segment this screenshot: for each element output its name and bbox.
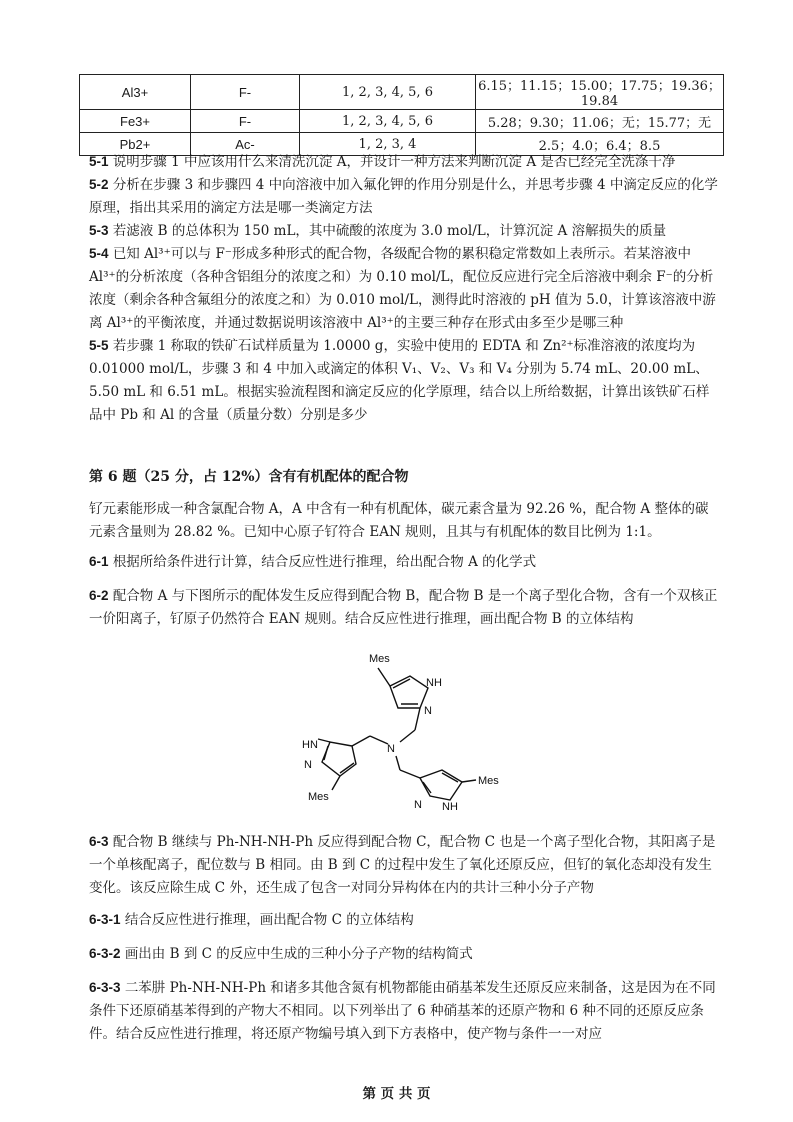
stability-constant-table bbox=[79, 74, 724, 156]
orders-cell: 1, 2, 3, 4 bbox=[300, 133, 476, 156]
ligand-cell: F- bbox=[191, 75, 300, 110]
question-5-3: 5-3 若滤液 B 的总体积为 150 mL，其中硫酸的浓度为 3.0 mol/L，计算沉淀 A 溶解损失的质量 bbox=[89, 223, 667, 239]
metal-ion-cell: Pb2+ bbox=[80, 133, 191, 156]
table-row bbox=[80, 75, 724, 110]
question-6-2: 6-2 配合物 A 与下图所示的配体发生反应得到配合物 B，配合物 B 是一个离子型化合物，含有一个双核正一价阳离子，钌原子仍然符合 EAN 规则。结合反应性进行推理，画出配合物 B 的立体结构 bbox=[89, 588, 718, 627]
log-beta-cell: 2.5；4.0；6.4；8.5 bbox=[476, 133, 724, 156]
log-beta-cell: 5.28；9.30；11.06；无；15.77；无 bbox=[476, 110, 724, 133]
nh-label-top: NH bbox=[426, 677, 442, 689]
table-row bbox=[80, 110, 724, 133]
question-6-3-3: 6-3-3 二苯肼 Ph-NH-NH-Ph 和诸多其他含氮有机物都能由硝基苯发生还原反应来制备，这是因为在不同条件下还原硝基苯得到的产物大不相同。以下列举出了 6 种硝基苯的还原产物和 6 种不同的还原反应条件。结合反应性进行推理，将还原产物编号填入到下方表格中，使产物与条件一一对应 bbox=[89, 980, 716, 1042]
metal-ion-cell: Al3+ bbox=[80, 75, 191, 110]
page-footer: 第 页 共 页 bbox=[362, 1086, 431, 1102]
orders-cell: 1, 2, 3, 4, 5, 6 bbox=[300, 75, 476, 110]
n-label-bottom: N bbox=[414, 799, 422, 811]
mes-label-bottom: Mes bbox=[478, 775, 499, 787]
tris-pyrazolylmethyl-amine-ligand bbox=[270, 640, 530, 825]
log-beta-cell: 6.15；11.15；15.00；17.75；19.36；19.84 bbox=[476, 75, 724, 110]
question-6-1: 6-1 根据所给条件进行计算，结合反应性进行推理，给出配合物 A 的化学式 bbox=[89, 554, 537, 570]
section-title: 第 6 题（25 分，占 12%）含有有机配体的配合物 bbox=[89, 469, 409, 485]
question-5-4: 5-4 已知 Al³⁺可以与 F⁻形成多种形式的配合物，各级配合物的累积稳定常数如上表所示。若某溶液中 Al³⁺的分析浓度（各种含铝组分的浓度之和）为 0.10 mol/L，配位反应进行完全后溶液中剩余 F⁻的分析浓度（剩余各种含氟组分的浓度之和）为 0.010 mol/L，测得此时溶液的 pH 值为 5.0，计算该溶液中游离 Al³⁺的平衡浓度，并通过数据说明该溶液中 Al³⁺的主要三种存在形式由多至少是哪三种 bbox=[89, 246, 716, 331]
question-6-3-2: 6-3-2 画出由 B 到 C 的反应中生成的三种小分子产物的结构简式 bbox=[89, 946, 473, 962]
orders-cell: 1, 2, 3, 4, 5, 6 bbox=[300, 110, 476, 133]
question-6-3-1: 6-3-1 结合反应性进行推理，画出配合物 C 的立体结构 bbox=[89, 912, 414, 928]
nh-label-bottom: NH bbox=[442, 801, 458, 813]
question-5-1: 5-1 说明步骤 1 中应该用什么来清洗沉淀 A，并设计一种方法来判断沉淀 A 是否已经完全洗涤干净 bbox=[89, 154, 676, 170]
ligand-cell: F- bbox=[191, 110, 300, 133]
question-5-5: 5-5 若步骤 1 称取的铁矿石试样质量为 1.0000 g，实验中使用的 EDTA 和 Zn²⁺标准溶液的浓度均为 0.01000 mol/L，步骤 3 和 4 中加入或滴定的体积 V₁、V₂、V₃ 和 V₄ 分别为 5.74 mL、20.00 mL、5.50 mL 和 6.51 mL。根据实验流程图和滴定反应的化学原理，结合以上所给数据，计算出该铁矿石样品中 Pb 和 Al 的含量（质量分数）分别是多少 bbox=[89, 338, 710, 423]
ligand-cell: Ac- bbox=[191, 133, 300, 156]
mes-label-top: Mes bbox=[369, 653, 390, 665]
n-label-left: N bbox=[304, 759, 312, 771]
hn-label-left: HN bbox=[302, 739, 318, 751]
question-6-3: 6-3 配合物 B 继续与 Ph-NH-NH-Ph 反应得到配合物 C，配合物 C 也是一个离子型化合物，其阳离子是一个单核配离子，配位数与 B 相同。由 B 到 C 的过程中发生了氧化还原反应，但钌的氧化态却没有发生变化。该反应除生成 C 外，还生成了包含一对同分异构体在内的共计三种小分子产物 bbox=[89, 834, 716, 896]
amine-n-label: N bbox=[387, 743, 395, 755]
n-label-top: N bbox=[424, 705, 432, 717]
mes-label-left: Mes bbox=[308, 791, 329, 803]
intro-paragraph: 钌元素能形成一种含氯配合物 A，A 中含有一种有机配体，碳元素含量为 92.26 %，配合物 A 整体的碳元素含量则为 28.82 %。已知中心原子钌符合 EAN 规则，且其与有机配体的数目比例为 1:1。 bbox=[89, 501, 709, 540]
question-5-2: 5-2 分析在步骤 3 和步骤四 4 中向溶液中加入氟化钾的作用分别是什么，并思考步骤 4 中滴定反应的化学原理，指出其采用的滴定方法是哪一类滴定方法 bbox=[89, 177, 718, 216]
metal-ion-cell: Fe3+ bbox=[80, 110, 191, 133]
